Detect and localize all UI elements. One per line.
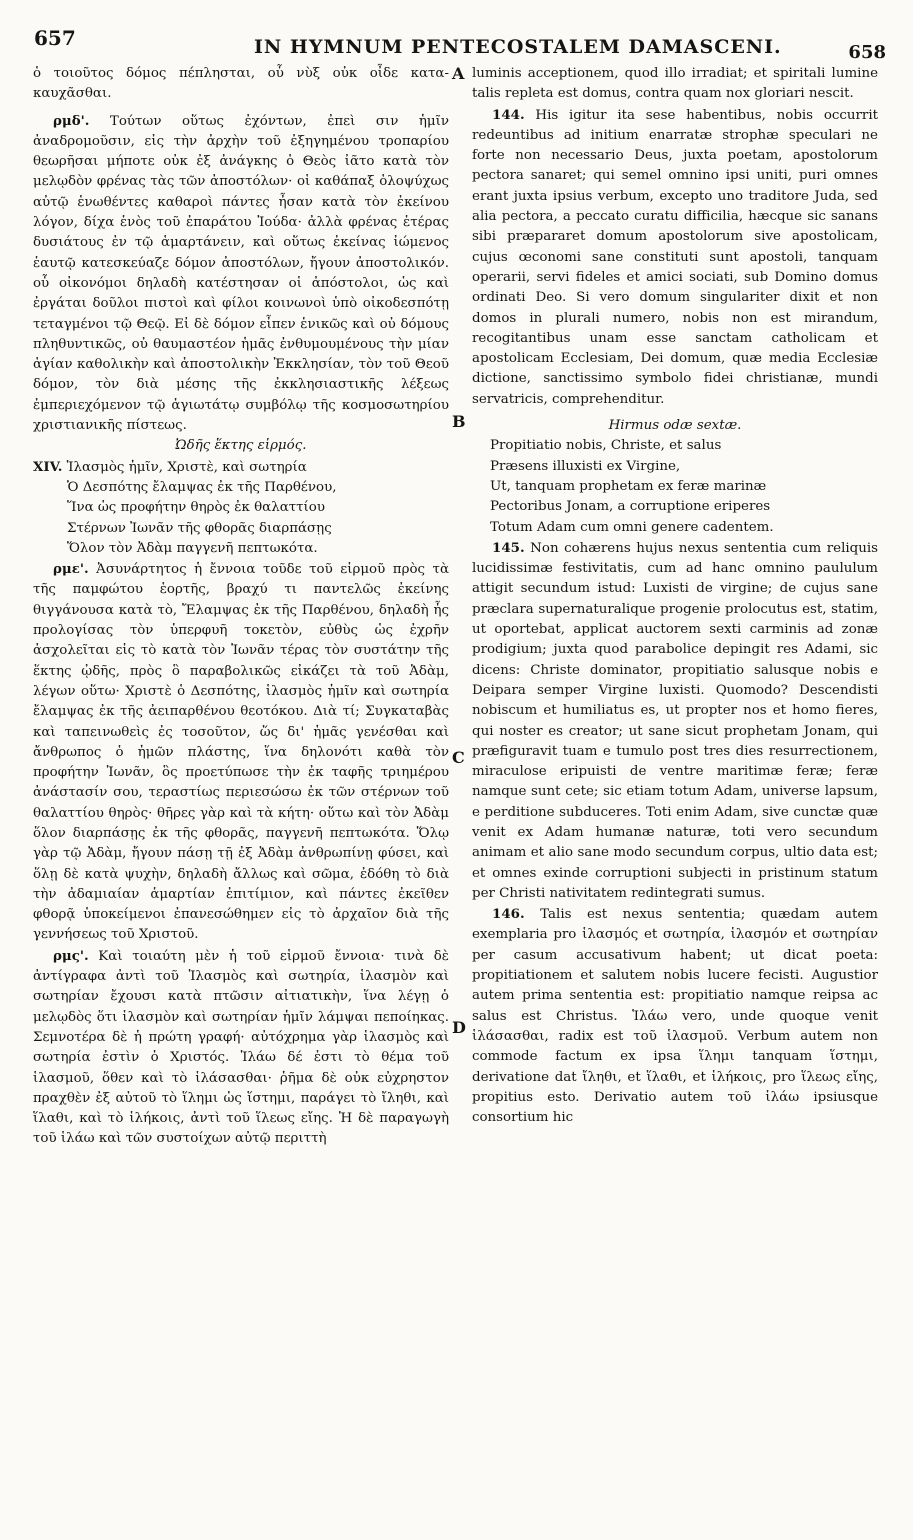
greek-hirmus-title: Ὠδῆς ἕκτης εἱρμός. <box>175 438 307 454</box>
latin-hirmus-title: Hirmus odæ sextæ. <box>608 418 742 434</box>
greek-paragraph-144 <box>33 111 449 437</box>
latin-column <box>472 64 878 1128</box>
margin-letter-a: A <box>452 64 465 83</box>
greek-intro: ὁ τοιοῦτος δόμος πέπλησται, οὗ νὺξ οὐκ οἶδε κατα- καυχᾶσθαι. <box>33 66 449 102</box>
page-header <box>24 14 886 62</box>
latin-section-number: 146. <box>492 906 525 923</box>
greek-section-number: ρμδ'. <box>53 112 90 129</box>
left-page-number: 657 <box>34 26 76 50</box>
greek-paragraph-146 <box>33 946 449 1150</box>
greek-text: Ἀσυνάρτητος ἡ ἔννοια τοῦδε τοῦ εἱρμοῦ πρὸς τὰ τῆς παμφώτου ἑορτῆς, βραχύ τι παντελῶς ἐκείνης θιγγάνουσα κατὰ τὸ, Ἔλαμψας ἐκ τῆς Παρθένου, δηλαδὴ ἧς προλογίσας τὸν ὑπερφυῆ τοκετὸν, εὐθὺς ὡς ἐχρῆν ἀσχολεῖται εἰς τὸ κατὰ τὸν Ἰωνᾶν τέρας τὸν συστάτην τῆς ἕκτης ᾠδῆς, πρὸς ὃ παραβολικῶς εἰκάζει τὰ τοῦ Ἀδὰμ, λέγων οὕτω· Χριστὲ ὁ Δεσπότης, ἱλασμὸς ἡμῖν καὶ σωτηρία ἔλαμψας ἐκ τῆς ἀειπαρθένου θεοτόκου. Διὰ τί; Συγκαταβὰς καὶ ταπεινωθεὶς ἐς τοσοῦτον, ὥς δι' ἡμᾶς γενέσθαι καὶ ἄνθρωπος ὁ ἡμῶν πλάστης, ἵνα δηλονότι καθὰ τὸν προφήτην Ἰωνᾶν, ὃς προετύπωσε τὴν ἐκ ταφῆς τριημέρου ἀνάστασίν σου, τεραστίως περιεσώσω ἐκ τῶν στέρνων τοῦ θαλαττίου θηρὸς· θῆρες γὰρ καὶ τὰ κήτη· οὕτω καὶ τὸν Ἀδὰμ ὅλον διαρπάσῃς ἐκ τῆς φθορᾶς, παγγενῆ πεπτωκότα. Ὅλῳ γὰρ τῷ Ἀδὰμ, ἤγουν πάσῃ τῇ ἐξ Ἀδὰμ ἀνθρωπίνῃ φύσει, καὶ ὅλῃ δὲ κατὰ ψυχὴν, δηλαδὴ ἄλλως καὶ σῶμα, ἐδόθη τὸ διὰ τὴν ἀδαμιαίαν ἁμαρτίαν ἐπιτίμιον, καὶ πάντες ἐκεῖθεν φθορᾷ ὑποκείμενοι ἐπανεσώθημεν εἰς τὸ ἀρχαῖον διὰ τῆς γεννήσεως τοῦ Χριστοῦ. <box>33 562 449 943</box>
greek-section-number: ρμς'. <box>53 947 89 964</box>
latin-section-number: 144. <box>492 106 525 123</box>
hymn-number: XIV. <box>33 458 63 475</box>
latin-hymn-line: Propitiatio nobis, Christe, et salus <box>490 438 722 454</box>
greek-text: Τούτων οὕτως ἐχόντων, ἐπεὶ σιν ἡμῖν ἀναδρομοῦσιν, εἰς τὴν ἀρχὴν τοῦ ἐξηγημένου τροπαρίου θεωρῆσαι μήποτε οὐκ ἐξ ἀνάγκης ὁ Θεὸς ἰᾶτο κατὰ τὸν μελῳδὸν φρένας τὰς τῶν ἀποστόλων· οἱ καθάπαξ ὁλοψύχως αὐτῷ ἑνωθέντες καθαροὶ πάντες ἦσαν κατὰ τὸν ἐκείνου λόγον, δίχα ἑνὸς τοῦ ἐπαράτου Ἰούδα· ἀλλὰ φρένας ἑτέρας δυσιάτους ἐν τῷ ἁμαρτάνειν, καὶ οὕτως ἐκείνας ἰώμενος ἑαυτῷ κατεσκεύαζε δόμον ἀποστόλων, ἤγουν ἀποστολικόν. οὗ οἰκονόμοι δηλαδὴ κατέστησαν οἱ ἀπόστολοι, ὡς καὶ ἐργάται δοῦλοι πιστοὶ καὶ φίλοι κοινωνοὶ ὑπὸ οἰκοδεσπότῃ τεταγμένοι τῷ Θεῷ. Εἰ δὲ δόμον εἶπεν ἑνικῶς καὶ οὐ δόμους πληθυντικῶς, οὐ θαυμαστέον ἡμᾶς ἐνθυμουμένους τὴν μίαν ἁγίαν καθολικὴν καὶ ἀποστολικὴν Ἐκκλησίαν, τὸν τοῦ Θεοῦ δόμον, τὸν διὰ μέσης τῆς ἐκκλησιαστικῆς λέξεως ἐμπεριεχόμενον τῷ ἁγιωτάτῳ συμβόλῳ τῆς κοσμοσωτηρίου χριστιανικῆς πίστεως. <box>33 113 449 434</box>
greek-paragraph-145 <box>33 559 449 946</box>
latin-section-number: 145. <box>492 539 525 556</box>
greek-hymn-line: Ὁ Δεσπότης ἔλαμψας ἐκ τῆς Παρθένου, <box>67 479 337 495</box>
latin-hymn-line: Pectoribus Jonam, a corruptione eriperes <box>490 499 771 515</box>
latin-paragraph-145 <box>472 538 878 904</box>
greek-hymn-line: Στέρνων Ἰωνᾶν τῆς φθορᾶς διαρπάσῃς <box>67 520 332 536</box>
greek-hymn-line: Ἱλασμὸς ἡμῖν, Χριστὲ, καὶ σωτηρία <box>66 459 307 475</box>
greek-hymn-line: Ἵνα ὡς προφήτην θηρὸς ἐκ θαλαττίου <box>67 500 326 516</box>
latin-intro: luminis acceptionem, quod illo irradiat; et spiritali lumine talis repleta est domus, contra quam nox gloriari nescit. <box>472 66 878 102</box>
latin-text: Talis est nexus sententia; quædam autem exemplaria pro ἱλασμός et σωτηρία, ἱλασμόν et σωτηρίαν per casum accusativum habent; ut dicat poeta: propitiationem et salutem nobis lucere fecisti. Augustior autem prima sententia est: propitiatio namque reipsa ac salus est Christus. Ἱλάω vero, unde quoque venit ἱλάσασθαι, radix est τοῦ ἱλασμοῦ. Verbum autem non commode factum ex ipsa ἵλημι tanquam ἵστημι, derivatione dat ἴληθι, et ἵλαθι, et ἱλήκοις, pro ἵλεως εἴης, propitius esto. Derivatio autem τοῦ ἱλάω ipsiusque consortium hic <box>472 907 878 1126</box>
greek-hymn <box>33 457 449 559</box>
greek-hymn-line: Ὅλον τὸν Ἀδὰμ παγγενῆ πεπτωκότα. <box>67 540 318 556</box>
latin-paragraph-144 <box>472 105 878 410</box>
greek-column <box>33 64 449 1150</box>
latin-text: Non cohærens hujus nexus sententia cum reliquis lucidissimæ festivitatis, cum ad hanc omnino paululum attigit secundum istud: Luxisti de virgine; de cujus sane præclara supernaturalique progenie prolocutus est, statim, ut oportebat, applicat auctorem sexti carminis ad zonæ prodigium; juxta quod parabolice depingit res Adami, sic dicens: Christe dominator, propitiatio salusque nobis e Deipara semper Virgine luxisti. Quomodo? Descendisti nobiscum et humiliatus es, ut propter nos et homo fieres, qui noster es creator; ut sane sicut prophetam Jonam, qui præfiguravit tuam e tumulo post tres dies resurrectionem, miraculose eripuisti de ventre maritimæ feræ; feræ namque sunt cete; sic etiam totum Adam, universe lapsum, e perditione subduceres. Toti enim Adam, sive cunctæ quæ venit ex Adam humanæ naturæ, toti vero secundum animam et alio sane modo secundum corpus, ultio data est; et omnes exinde corruptioni subjecti in pristinum statum per Christi nativitatem redintegrati sumus. <box>472 540 878 901</box>
greek-text: Καὶ τοιαύτη μὲν ἡ τοῦ εἱρμοῦ ἔννοια· τινὰ δὲ ἀντίγραφα ἀντὶ τοῦ Ἱλασμὸς καὶ σωτηρία, ἱλασμὸν καὶ σωτηρίαν ἔχουσι κατὰ πτῶσιν αἰτιατικὴν, ἵνα λέγῃ ὁ μελῳδὸς ὅτι ἱλασμὸν καὶ σωτηρίαν ἡμῖν λάμψαι πεποίηκας. Σεμνοτέρα δὲ ἡ πρώτη γραφή· αὐτόχρημα γὰρ ἱλασμὸς καὶ σωτηρία ἐστὶν ὁ Χριστός. Ἱλάω δέ ἐστι τὸ θέμα τοῦ ἱλασμοῦ, ὅθεν καὶ τὸ ἱλάσασθαι· ῥῆμα δὲ οὐκ εὐχρηστον πραχθὲν ἐξ αὐτοῦ τὸ ἵλημι ὡς ἵστημι, παράγει τὸ ἴληθι, καὶ ἵλαθι, καὶ τὸ ἱλήκοις, ἀντὶ τοῦ ἵλεως εἴης. Ἡ δὲ παραγωγὴ τοῦ ἱλάω καὶ τῶν συστοίχων αὐτῷ περιττὴ <box>33 948 449 1147</box>
latin-hymn-line: Ut, tanquam prophetam ex feræ marinæ <box>490 478 767 494</box>
running-title: IN HYMNUM PENTECOSTALEM DAMASCENI. <box>254 36 782 58</box>
latin-text: His igitur ita sese habentibus, nobis occurrit redeuntibus ad initium enarratæ strophæ speculari ne forte non necessario Deus, juxta poetam, apostolorum pectora sanaret; qui semel omnino ipsi uniti, puri omnes erant juxta ipsius verbum, excepto uno traditore Juda, sed alia pectora, a peccato curatu difficilia, hæcque sic sanans sibi præpararet domum apostolorum sive apostolicam, cujus œconomi sane constituti sunt apostoli, tanquam operarii, servi fideles et amici sociati, sub Domino domus ordinati Deo. Si vero domum singulariter dixit et non domos in plurali numero, nobis non est mirandum, recogitantibus unam esse sanctam catholicam et apostolicam Ecclesiam, Dei domum, quæ media Ecclesiæ dictione, sanctissimo symbolo fidei christianæ, mundi servatricis, comprehenditur. <box>472 107 878 407</box>
latin-paragraph-146 <box>472 904 878 1128</box>
margin-letter-b: B <box>452 412 466 431</box>
latin-hymn <box>490 436 878 537</box>
greek-section-number: ρμε'. <box>53 561 89 578</box>
right-page-number: 658 <box>848 42 886 63</box>
margin-letter-c: C <box>452 748 465 767</box>
latin-hymn-line: Præsens illuxisti ex Virgine, <box>490 458 681 474</box>
latin-hymn-line: Totum Adam cum omni genere cadentem. <box>490 519 774 535</box>
margin-letter-d: D <box>452 1018 466 1037</box>
